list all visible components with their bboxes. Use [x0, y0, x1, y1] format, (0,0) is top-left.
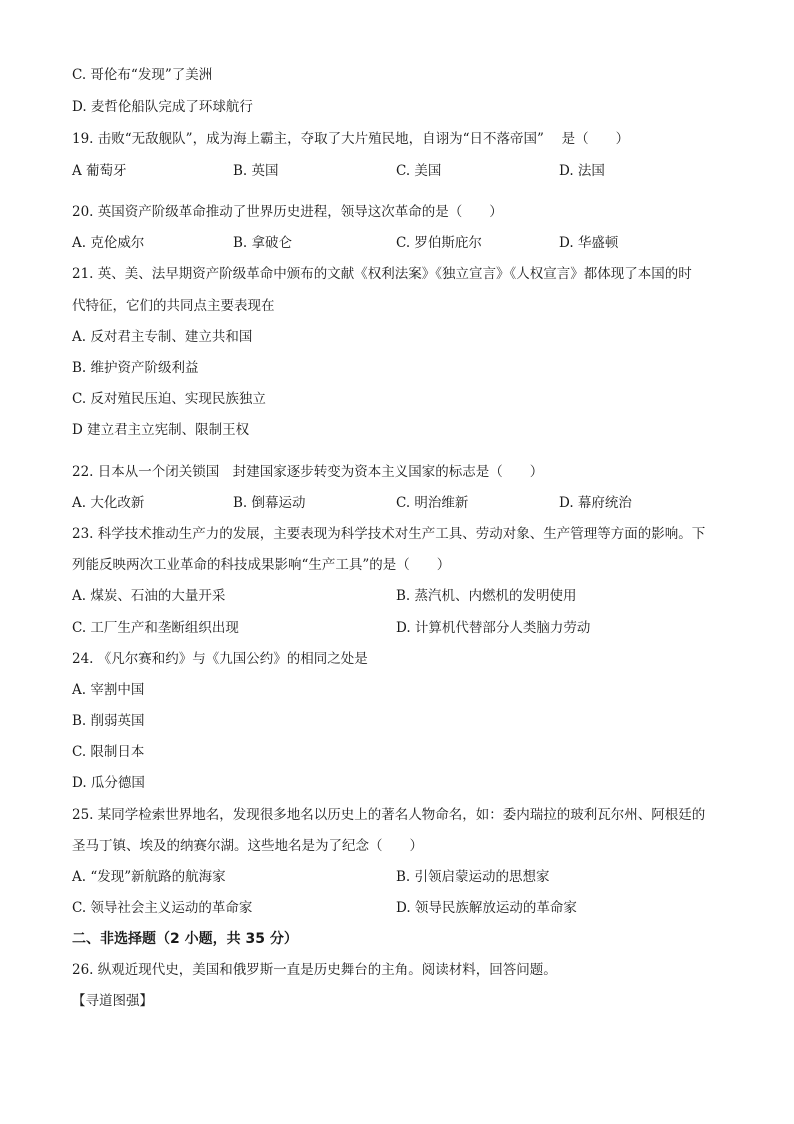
- q21-option-a: A. 反对君主专制、建立共和国: [72, 329, 253, 345]
- q20-option-c: C. 罗伯斯庇尔: [396, 235, 482, 251]
- question-24: 24. 《凡尔赛和约》与《九国公约》的相同之处是: [72, 651, 368, 667]
- q25-option-b: B. 引领启蒙运动的思想家: [396, 869, 550, 885]
- q22-option-d: D. 幕府统治: [559, 495, 632, 511]
- question-25-line1: 25. 某同学检索世界地名，发现很多地名以历史上的著名人物命名，如：委内瑞拉的玻利瓦尔州、阿根廷的: [72, 807, 706, 823]
- q20-option-b: B. 拿破仑: [233, 235, 293, 251]
- q24-option-c: C. 限制日本: [72, 744, 145, 760]
- option-c-columbus: C. 哥伦布“发现”了美洲: [72, 67, 213, 83]
- q24-option-d: D. 瓜分德国: [72, 775, 145, 791]
- q23-option-a: A. 煤炭、石油的大量开采: [72, 588, 226, 604]
- q24-option-a: A. 宰割中国: [72, 682, 145, 698]
- q20-option-d: D. 华盛顿: [559, 235, 619, 251]
- question-23-line2: 列能反映两次工业革命的科技成果影响“生产工具”的是（ ）: [72, 557, 451, 573]
- q19-option-c: C. 美国: [396, 163, 442, 179]
- q25-option-d: D. 领导民族解放运动的革命家: [396, 900, 577, 916]
- question-23-line1: 23. 科学技术推动生产力的发展，主要表现为科学技术对生产工具、劳动对象、生产管理等方面的影响。下: [72, 526, 706, 542]
- q20-option-a: A. 克伦威尔: [72, 235, 145, 251]
- q19-option-a: A 葡萄牙: [72, 163, 127, 179]
- q24-option-b: B. 削弱英国: [72, 713, 145, 729]
- section-heading-nonchoice: 二、非选择题（2 小题，共 35 分）: [72, 931, 298, 947]
- q23-option-c: C. 工厂生产和垄断组织出现: [72, 620, 239, 636]
- q21-option-d: D 建立君主立宪制、限制王权: [72, 422, 250, 438]
- q25-option-c: C. 领导社会主义运动的革命家: [72, 900, 253, 916]
- q21-option-b: B. 维护资产阶级利益: [72, 360, 199, 376]
- option-d-magellan: D. 麦哲伦船队完成了环球航行: [72, 99, 253, 115]
- question-20: 20. 英国资产阶级革命推动了世界历史进程，领导这次革命的是（ ）: [72, 204, 503, 220]
- question-25-line2: 圣马丁镇、埃及的纳赛尔湖。这些地名是为了纪念（ ）: [72, 838, 423, 854]
- q22-option-c: C. 明治维新: [396, 495, 469, 511]
- question-19: 19. 击败“无敌舰队”，成为海上霸主，夺取了大片殖民地，自诩为“日不落帝国” 是（ ）: [72, 131, 630, 147]
- q25-option-a: A. “发现”新航路的航海家: [72, 869, 226, 885]
- q23-option-b: B. 蒸汽机、内燃机的发明使用: [396, 588, 577, 604]
- q22-option-a: A. 大化改新: [72, 495, 145, 511]
- q19-option-d: D. 法国: [559, 163, 605, 179]
- q26-subheading: 【寻道图强】: [72, 993, 153, 1009]
- q21-option-c: C. 反对殖民压迫、实现民族独立: [72, 391, 266, 407]
- question-21-line1: 21. 英、美、法早期资产阶级革命中颁布的文献《权利法案》《独立宣言》《人权宣言》都体现了本国的时: [72, 266, 692, 282]
- question-22: 22. 日本从一个闭关锁国 封建国家逐步转变为资本主义国家的标志是（ ）: [72, 464, 544, 480]
- q23-option-d: D. 计算机代替部分人类脑力劳动: [396, 620, 591, 636]
- q22-option-b: B. 倒幕运动: [233, 495, 306, 511]
- question-21-line2: 代特征，它们的共同点主要表现在: [72, 298, 275, 314]
- q19-option-b: B. 英国: [233, 163, 279, 179]
- question-26: 26. 纵观近现代史，美国和俄罗斯一直是历史舞台的主角。阅读材料，回答问题。: [72, 962, 557, 978]
